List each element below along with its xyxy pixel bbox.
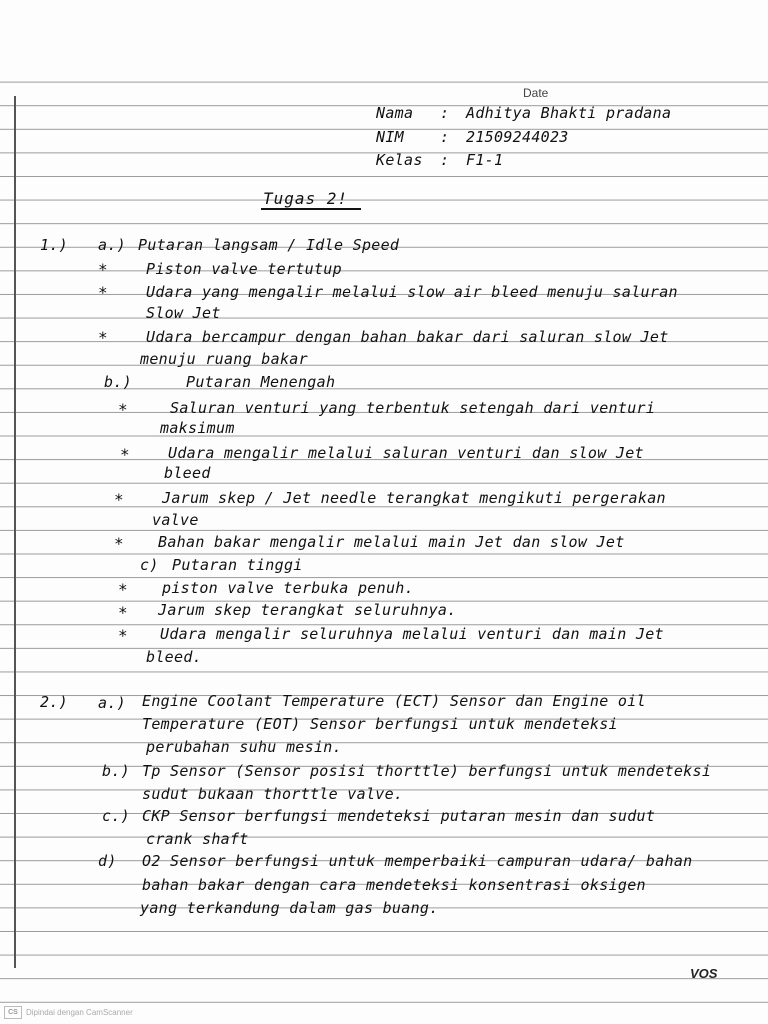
- nim-value: 21509244023: [466, 128, 569, 146]
- q2c-line: crank shaft: [146, 830, 249, 848]
- kelas-separator: :: [440, 151, 450, 169]
- question-2-number: 2.): [40, 693, 68, 711]
- q2d-line: O2 Sensor berfungsi untuk memperbaiki campuran udara/ bahan: [142, 852, 693, 870]
- q1b-item: Saluran venturi yang terbentuk setengah dari venturi: [170, 399, 656, 417]
- bullet: *: [120, 445, 130, 464]
- bullet: *: [114, 490, 124, 509]
- q2c-line: CKP Sensor berfungsi mendeteksi putaran mesin dan sudut: [142, 807, 656, 825]
- q1c-title: Putaran tinggi: [172, 556, 303, 574]
- q1a-item: menuju ruang bakar: [140, 350, 308, 368]
- q1b-item: maksimum: [160, 419, 235, 437]
- q1b-item: valve: [152, 511, 199, 529]
- q1b-label: b.): [104, 373, 132, 391]
- bullet: *: [114, 534, 124, 553]
- q1c-item: Udara mengalir seluruhnya melalui venturi dan main Jet: [160, 625, 664, 643]
- q2b-label: b.): [102, 762, 130, 780]
- bullet: *: [118, 626, 128, 645]
- bullet: *: [98, 260, 108, 279]
- bullet: *: [98, 283, 108, 302]
- bullet: *: [118, 580, 128, 599]
- q1b-item: Jarum skep / Jet needle terangkat mengikuti pergerakan: [162, 489, 666, 507]
- q1c-label: c): [140, 556, 159, 574]
- margin-line: [14, 96, 16, 968]
- q2d-label: d): [98, 852, 117, 870]
- date-label: Date: [523, 86, 549, 100]
- q2a-label: a.): [98, 694, 126, 712]
- kelas-label: Kelas: [376, 151, 423, 169]
- q1c-item: piston valve terbuka penuh.: [162, 579, 414, 597]
- assignment-title: Tugas 2!: [263, 189, 349, 208]
- bullet: *: [118, 400, 128, 419]
- q2d-line: yang terkandung dalam gas buang.: [140, 899, 439, 917]
- camscanner-icon: CS: [4, 1006, 22, 1019]
- q1b-item: Bahan bakar mengalir melalui main Jet dan slow Jet: [158, 533, 625, 551]
- q2a-line: Engine Coolant Temperature (ECT) Sensor dan Engine oil: [142, 692, 646, 710]
- q1b-item: bleed: [164, 464, 211, 482]
- q2c-label: c.): [102, 807, 130, 825]
- q2b-line: Tp Sensor (Sensor posisi thorttle) berfungsi untuk mendeteksi: [142, 762, 712, 780]
- q1a-item: Slow Jet: [146, 304, 221, 322]
- q1c-item: Jarum skep terangkat seluruhnya.: [158, 601, 457, 619]
- nim-label: NIM: [376, 128, 404, 146]
- q1b-title: Putaran Menengah: [186, 373, 336, 391]
- nama-value: Adhitya Bhakti pradana: [466, 104, 672, 122]
- q1c-item: bleed.: [146, 648, 202, 666]
- q1a-item: Udara bercampur dengan bahan bakar dari saluran slow Jet: [146, 328, 669, 346]
- scanner-text: Dipindai dengan CamScanner: [26, 1008, 133, 1017]
- notebook-brand: VOS: [690, 966, 718, 981]
- q2d-line: bahan bakar dengan cara mendeteksi konsentrasi oksigen: [142, 876, 646, 894]
- q1a-item: Piston valve tertutup: [146, 260, 342, 278]
- nama-separator: :: [440, 104, 450, 122]
- q1a-item: Udara yang mengalir melalui slow air bleed menuju saluran: [146, 283, 678, 301]
- bullet: *: [118, 603, 128, 622]
- q1a-label: a.): [98, 236, 126, 254]
- nim-separator: :: [440, 128, 450, 146]
- kelas-value: F1-1: [466, 151, 504, 169]
- q2a-line: Temperature (EOT) Sensor berfungsi untuk mendeteksi: [142, 715, 618, 733]
- bullet: *: [98, 328, 108, 347]
- title-underline: [261, 208, 361, 210]
- question-1-number: 1.): [40, 236, 68, 254]
- scanner-watermark: [4, 1006, 133, 1019]
- q1b-item: Udara mengalir melalui saluran venturi dan slow Jet: [168, 444, 644, 462]
- paper-top-margin: [0, 0, 768, 72]
- q2b-line: sudut bukaan thorttle valve.: [142, 785, 404, 803]
- q2a-line: perubahan suhu mesin.: [146, 738, 342, 756]
- nama-label: Nama: [376, 104, 414, 122]
- q1a-title: Putaran langsam / Idle Speed: [138, 236, 400, 254]
